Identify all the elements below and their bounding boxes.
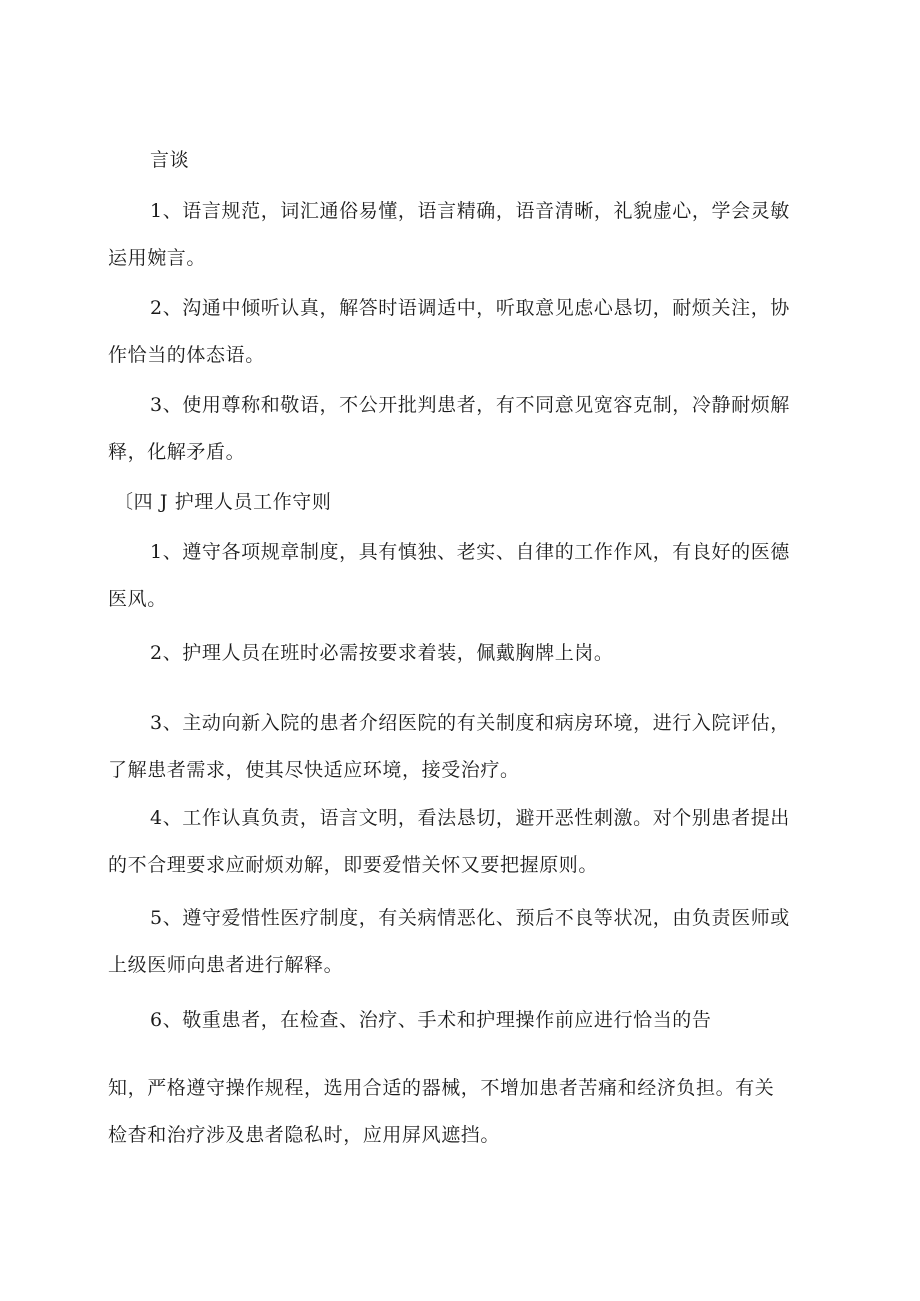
speech-item-1-line-2: 运用婉言。 xyxy=(108,247,207,269)
rule-item-6-line-1: 6、敬重患者，在检查、治疗、手术和护理操作前应进行恰当的告 xyxy=(150,1009,712,1031)
rule-item-2-line-1: 2、护理人员在班时必需按要求着装，佩戴胸牌上岗。 xyxy=(150,642,614,664)
speech-item-1-line-1: 1、语言规范，词汇通俗易懂，语言精确，语音清晰，礼貌虚心，学会灵敏 xyxy=(150,200,790,222)
speech-item-2-line-2: 作恰当的体态语。 xyxy=(108,344,265,366)
rule-item-4-line-1: 4、工作认真负责，语言文明，看法恳切，避开恶性刺激。对个别患者提出 xyxy=(150,807,790,829)
section-title: 言谈 xyxy=(150,149,190,171)
rule-item-1-line-2: 医风。 xyxy=(108,588,167,610)
continuation-line-1: 知，严格遵守操作规程，选用合适的器械，不增加患者苦痛和经济负担。有关 xyxy=(108,1077,775,1099)
rule-item-1-line-1: 1、遵守各项规章制度，具有慎独、老实、自律的工作作风，有良好的医德 xyxy=(150,541,790,563)
rule-item-3-line-1: 3、主动向新入院的患者介绍医院的有关制度和病房环境，进行入院评估， xyxy=(150,712,790,734)
rule-item-5-line-2: 上级医师向患者进行解释。 xyxy=(108,954,344,976)
rule-item-5-line-1: 5、遵守爱惜性医疗制度，有关病情恶化、预后不良等状况，由负责医师或 xyxy=(150,907,790,929)
rule-item-3-line-2: 了解患者需求，使其尽快适应环境，接受治疗。 xyxy=(108,759,520,781)
speech-item-2-line-1: 2、沟通中倾听认真，解答时语调适中，听取意见虑心恳切，耐烦关注，协 xyxy=(150,297,790,319)
section-heading: 〔四 J 护理人员工作守则 xyxy=(114,491,332,513)
speech-item-3-line-1: 3、使用尊称和敬语，不公开批判患者，有不同意见宽容克制，冷静耐烦解 xyxy=(150,394,790,416)
continuation-line-2: 检杳和治疗涉及患者隐私时，应用屏风遮挡。 xyxy=(108,1124,501,1146)
rule-item-4-line-2: 的不合理要求应耐烦劝解，即要爱惜关怀又要把握原则。 xyxy=(108,854,599,876)
speech-item-3-line-2: 释，化解矛盾。 xyxy=(108,441,246,463)
